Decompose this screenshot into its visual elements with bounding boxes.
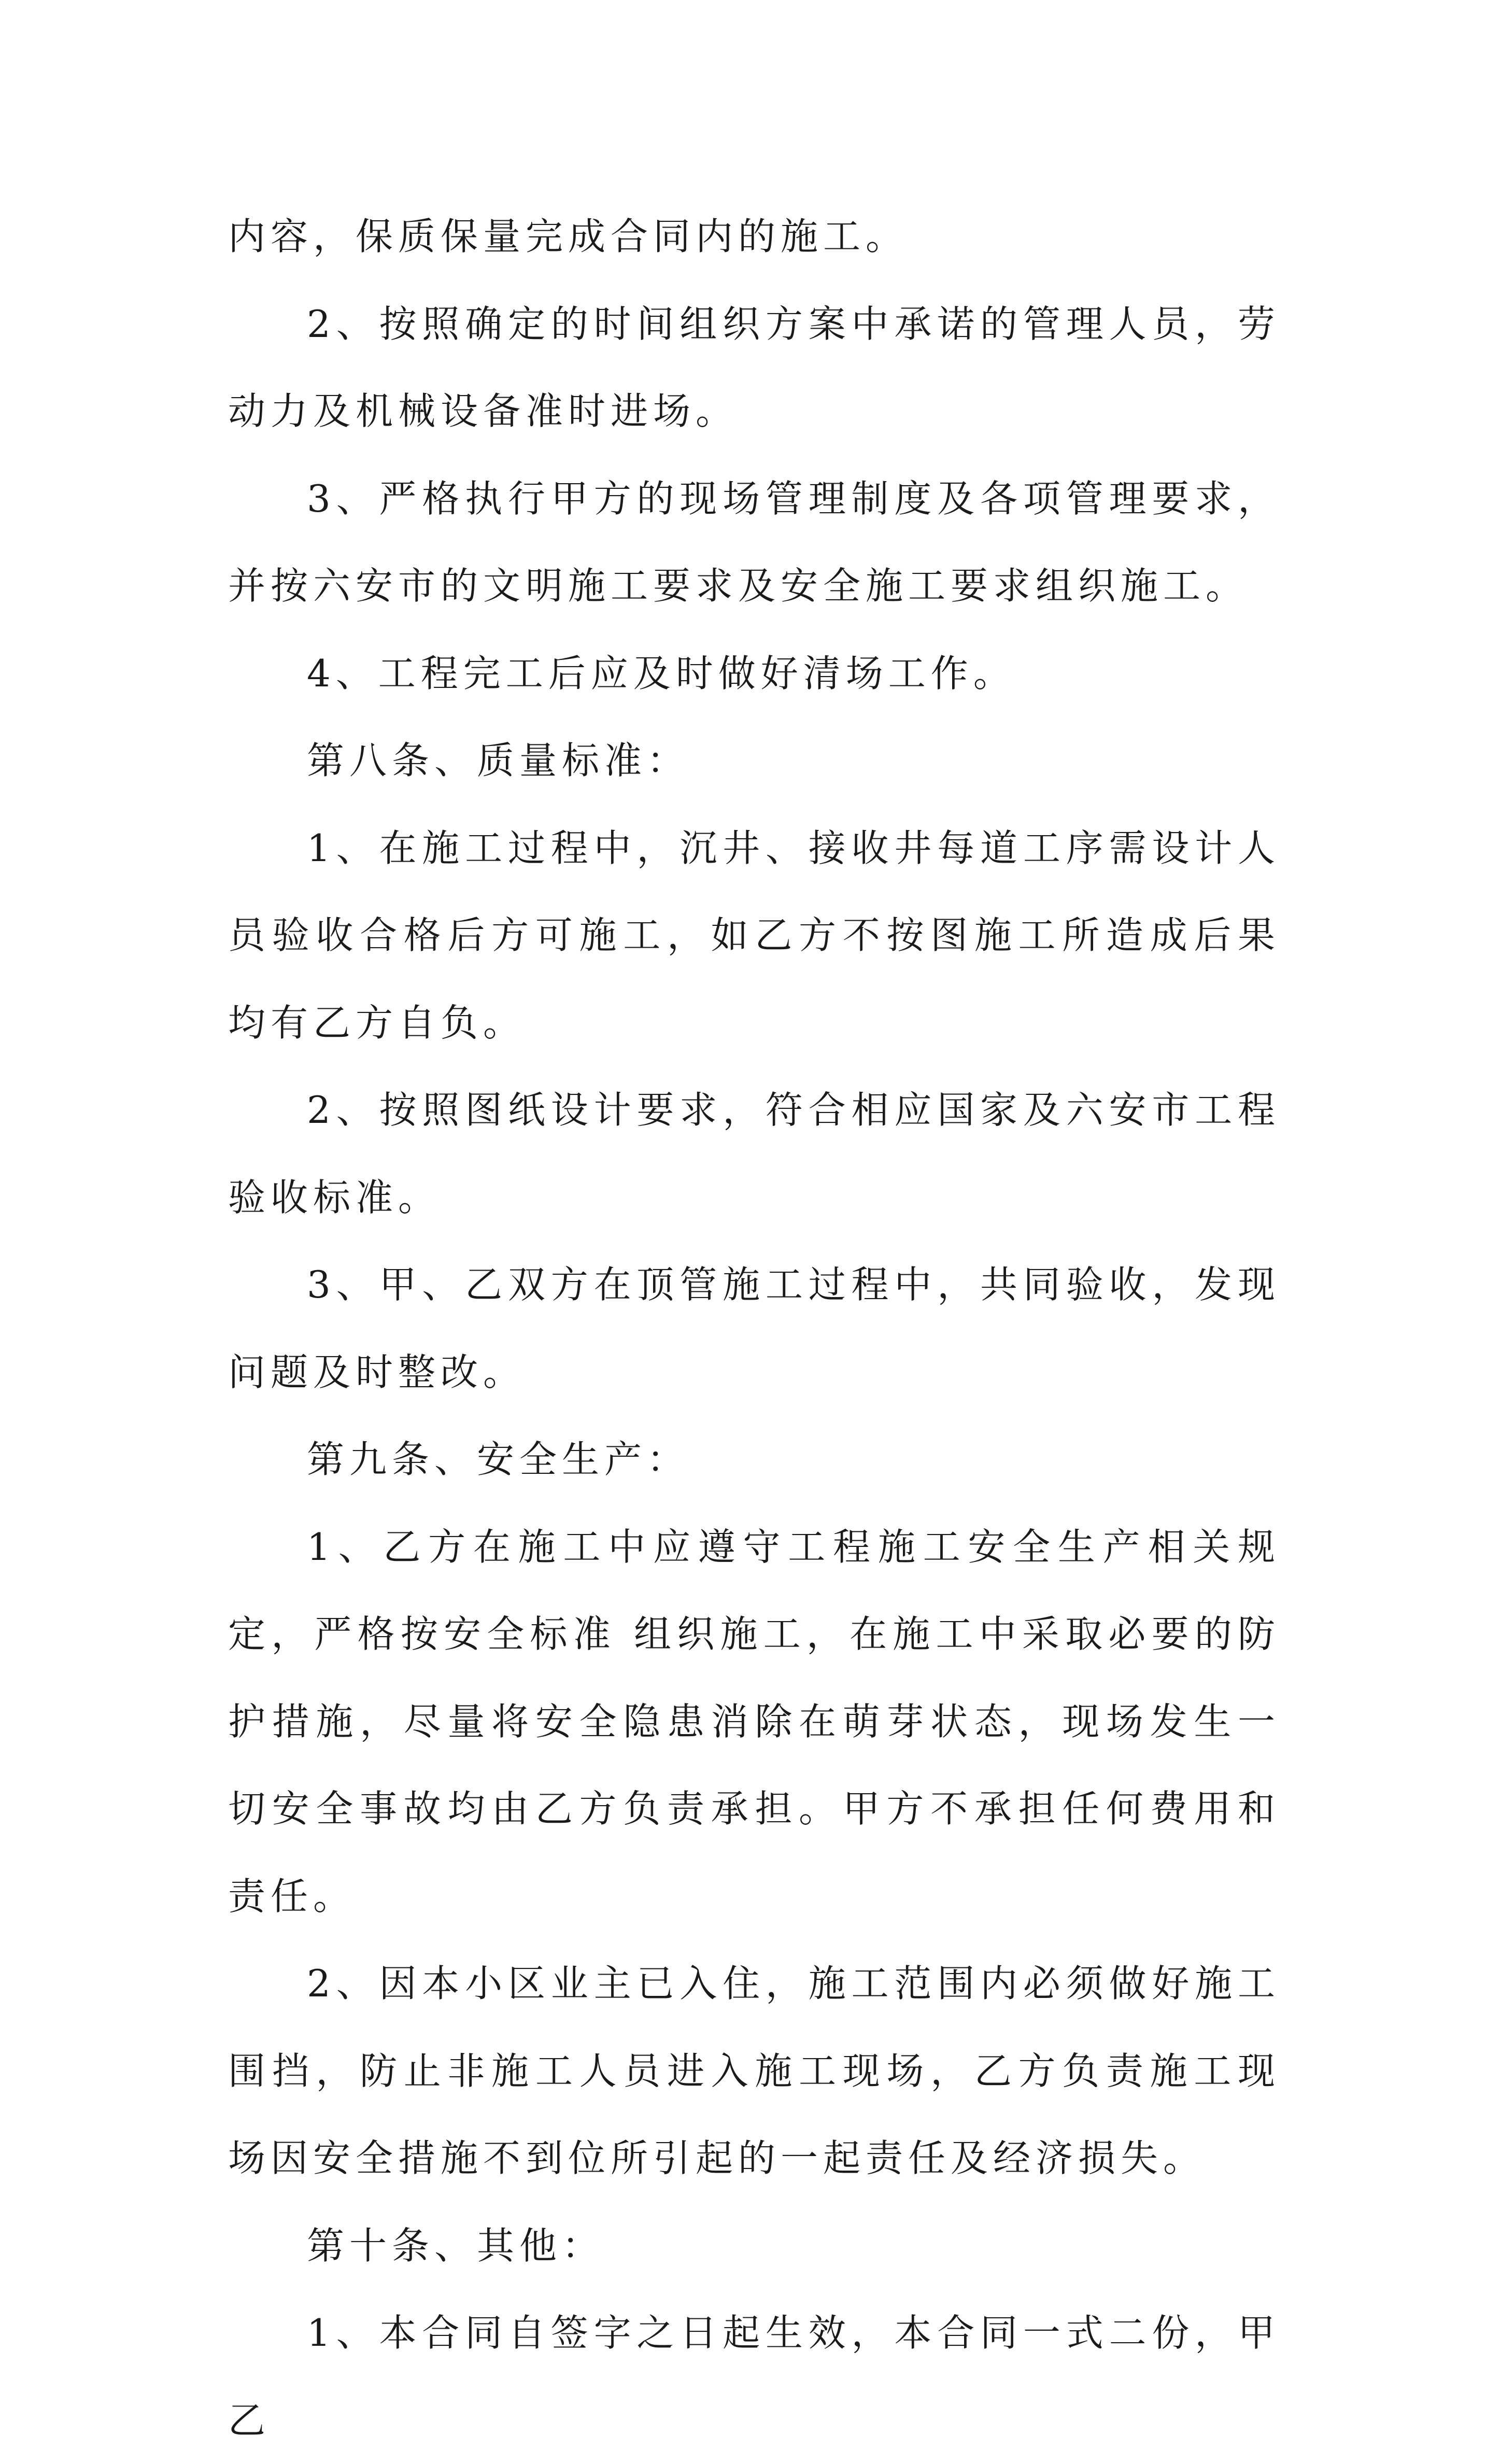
paragraph-quality-2: 2、按照图纸设计要求，符合相应国家及六安市工程验收标准。 bbox=[228, 1088, 1280, 1219]
paragraph-quality-3: 3、甲、乙双方在顶管施工过程中，共同验收，发现问题及时整改。 bbox=[228, 1263, 1280, 1394]
section-heading-article-10: 第十条、其他： bbox=[307, 2223, 605, 2268]
paragraph-safety-2: 2、因本小区业主已入住，施工范围内必须做好施工围挡，防止非施工人员进入施工现场，乙方负责施工现场因安全措施不到位所引起的一起责任及经济损失。 bbox=[228, 1962, 1280, 2180]
paragraph-safety-1: 1、乙方在施工中应遵守工程施工安全生产相关规定，严格按安全标准 组织施工，在施工中采取必要的防护措施，尽量将安全隐患消除在萌芽状态，现场发生一切安全事故均由乙方负责承担。甲方不承担任何费用和责任。 bbox=[228, 1525, 1280, 1918]
paragraph-item-4-cleanup: 4、工程完工后应及时做好清场工作。 bbox=[307, 651, 1016, 695]
paragraph-item-2-personnel: 2、按照确定的时间组织方案中承诺的管理人员，劳动力及机械设备准时进场。 bbox=[228, 302, 1280, 433]
paragraph-other-1: 1、本合同自签字之日起生效，本合同一式二份，甲乙 bbox=[228, 2311, 1280, 2442]
section-heading-article-8: 第八条、质量标准： bbox=[307, 739, 690, 782]
section-heading-article-9: 第九条、安全生产： bbox=[307, 1438, 690, 1481]
document-body bbox=[228, 193, 1280, 2464]
paragraph-continuation: 内容，保质保量完成合同内的施工。 bbox=[228, 215, 909, 258]
paragraph-item-3-site-management: 3、严格执行甲方的现场管理制度及各项管理要求，并按六安市的文明施工要求及安全施工要求组织施工。 bbox=[228, 476, 1280, 608]
paragraph-quality-1: 1、在施工过程中，沉井、接收井每道工序需设计人员验收合格后方可施工，如乙方不按图施工所造成后果均有乙方自负。 bbox=[228, 826, 1280, 1045]
